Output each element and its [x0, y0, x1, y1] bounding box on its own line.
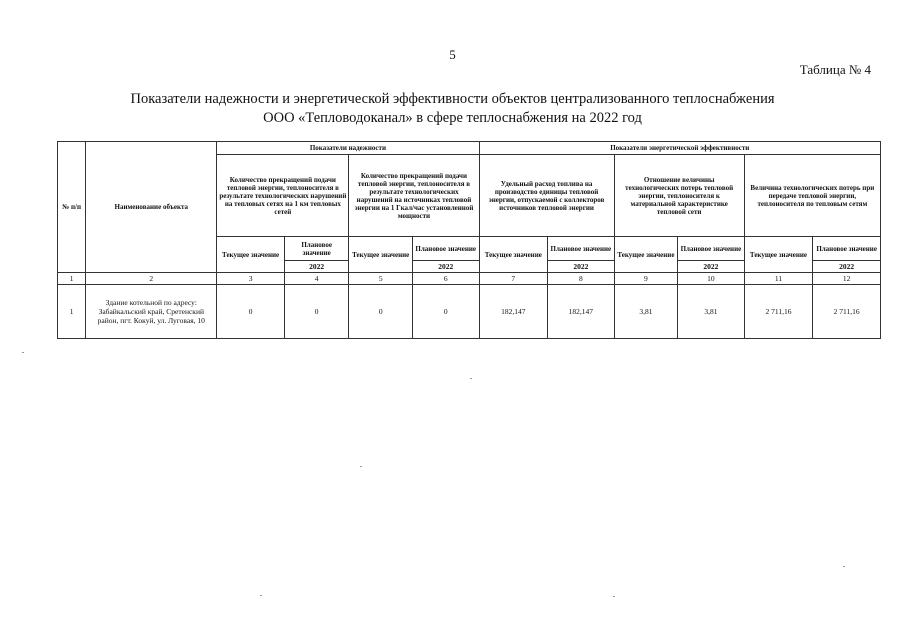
header-year-3: 2022 [548, 261, 615, 273]
row-value: 2 711,16 [744, 285, 813, 339]
table-label: Таблица № 4 [799, 62, 871, 77]
header-planned-4: Плановое значение [678, 237, 745, 261]
scan-speck [843, 566, 845, 567]
column-number: 1 [58, 273, 86, 285]
header-group-4: Отношение величины технологических потерь тепловой энергии, теплоносителя к материальной характеристике тепловой сети [614, 155, 744, 237]
scan-speck [360, 466, 362, 467]
header-year-5: 2022 [813, 261, 881, 273]
indicators-table [57, 141, 881, 339]
column-number: 9 [614, 273, 678, 285]
column-number: 4 [284, 273, 349, 285]
header-current-4: Текущее значение [614, 237, 678, 273]
title-line-2: ООО «Тепловодоканал» в сфере теплоснабжения на 2022 год [263, 110, 642, 126]
header-current-5: Текущее значение [744, 237, 813, 273]
header-year-1: 2022 [284, 261, 349, 273]
header-group-2: Количество прекращений подачи тепловой энергии, теплоносителя в результате технологических нарушений на источниках тепловой энергии на 1 Гкал/час установленной мощности [349, 155, 479, 237]
column-number: 5 [349, 273, 413, 285]
row-value: 0 [412, 285, 479, 339]
row-value: 182,147 [479, 285, 548, 339]
header-year-4: 2022 [678, 261, 745, 273]
header-group-1: Количество прекращений подачи тепловой энергии, теплоносителя в результате технологических нарушений на тепловых сетях на 1 км тепловых сетей [217, 155, 349, 237]
row-value: 3,81 [614, 285, 678, 339]
row-object-name: Здание котельной по адресу: Забайкальский край, Сретенский район, пгт. Кокуй, ул. Луговая, 10 [86, 285, 217, 339]
header-num: № п/п [58, 142, 86, 273]
page-number: 5 [449, 47, 456, 62]
header-reliability: Показатели надежности [217, 142, 479, 155]
row-value: 0 [349, 285, 413, 339]
row-value: 3,81 [678, 285, 745, 339]
column-numbers-row [58, 273, 881, 285]
scan-speck [260, 595, 262, 596]
column-number: 12 [813, 273, 881, 285]
header-planned-3: Плановое значение [548, 237, 615, 261]
column-number: 10 [678, 273, 745, 285]
title-line-1: Показатели надежности и энергетической эффективности объектов централизованного теплоснабжения [130, 91, 775, 107]
row-num: 1 [58, 285, 86, 339]
scan-speck [470, 378, 472, 379]
row-value: 0 [284, 285, 349, 339]
header-efficiency: Показатели энергетической эффективности [479, 142, 880, 155]
column-number: 6 [412, 273, 479, 285]
column-number: 11 [744, 273, 813, 285]
header-current-3: Текущее значение [479, 237, 548, 273]
row-value: 0 [217, 285, 285, 339]
column-number: 2 [86, 273, 217, 285]
column-number: 3 [217, 273, 285, 285]
scan-speck [22, 352, 24, 353]
row-value: 2 711,16 [813, 285, 881, 339]
header-current-2: Текущее значение [349, 237, 413, 273]
document-title [0, 90, 905, 128]
header-year-2: 2022 [412, 261, 479, 273]
header-group-5: Величина технологических потерь при передаче тепловой энергии, теплоносителя по тепловым сетям [744, 155, 880, 237]
row-value: 182,147 [548, 285, 615, 339]
header-planned-5: Плановое значение [813, 237, 881, 261]
header-current-1: Текущее значение [217, 237, 285, 273]
header-name: Наименование объекта [86, 142, 217, 273]
scan-speck [613, 596, 615, 597]
header-planned-1: Плановое значение [284, 237, 349, 261]
header-group-3: Удельный расход топлива на производство единицы тепловой энергии, отпускаемой с коллекторов источников тепловой энергии [479, 155, 614, 237]
header-planned-2: Плановое значение [412, 237, 479, 261]
column-number: 7 [479, 273, 548, 285]
column-number: 8 [548, 273, 615, 285]
table-row [58, 285, 881, 339]
